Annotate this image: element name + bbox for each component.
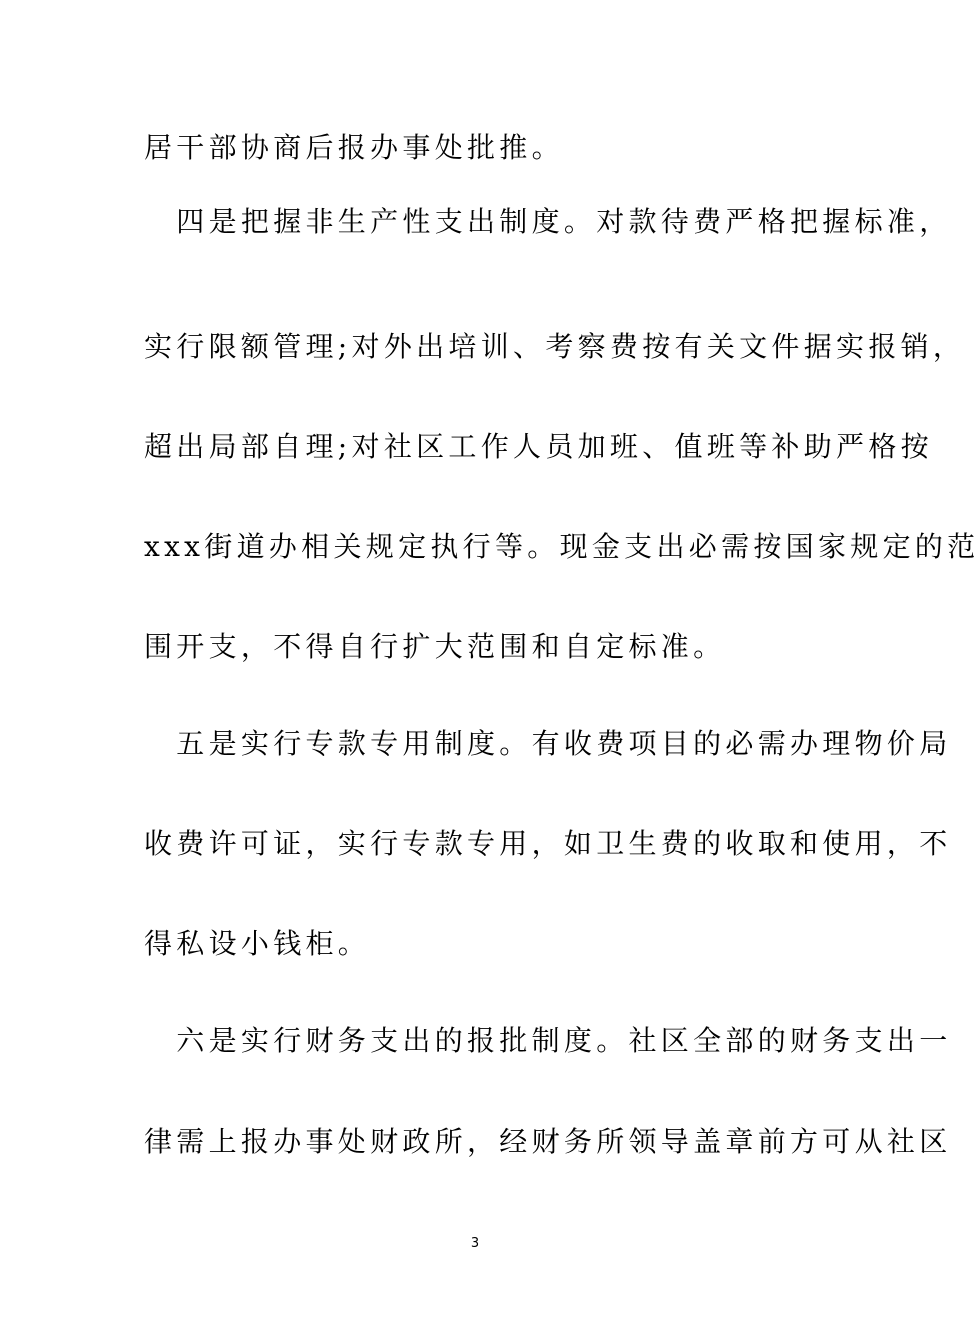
text-line-4: 超出局部自理;对社区工作人员加班、值班等补助严格按 <box>144 430 933 463</box>
text-line-10: 六是实行财务支出的报批制度。社区全部的财务支出一 <box>144 1024 952 1057</box>
text-line-6: 围开支，不得自行扩大范围和自定标准。 <box>144 630 726 663</box>
text-line-7: 五是实行专款专用制度。有收费项目的必需办理物价局 <box>144 727 952 760</box>
text-line-1: 居干部协商后报办事处批推。 <box>144 131 564 164</box>
text-line-9: 得私设小钱柜。 <box>144 927 371 960</box>
text-line-2: 四是把握非生产性支出制度。对款待费严格把握标准， <box>144 205 952 238</box>
text-line-11: 律需上报办事处财政所，经财务所领导盖章前方可从社区 <box>144 1125 952 1158</box>
text-line-3: 实行限额管理;对外出培训、考察费按有关文件据实报销， <box>144 330 966 363</box>
text-line-8: 收费许可证，实行专款专用，如卫生费的收取和使用，不 <box>144 827 952 860</box>
text-line-5: xxx街道办相关规定执行等。现金支出必需按国家规定的范 <box>144 530 979 563</box>
page-number: 3 <box>470 1236 480 1251</box>
